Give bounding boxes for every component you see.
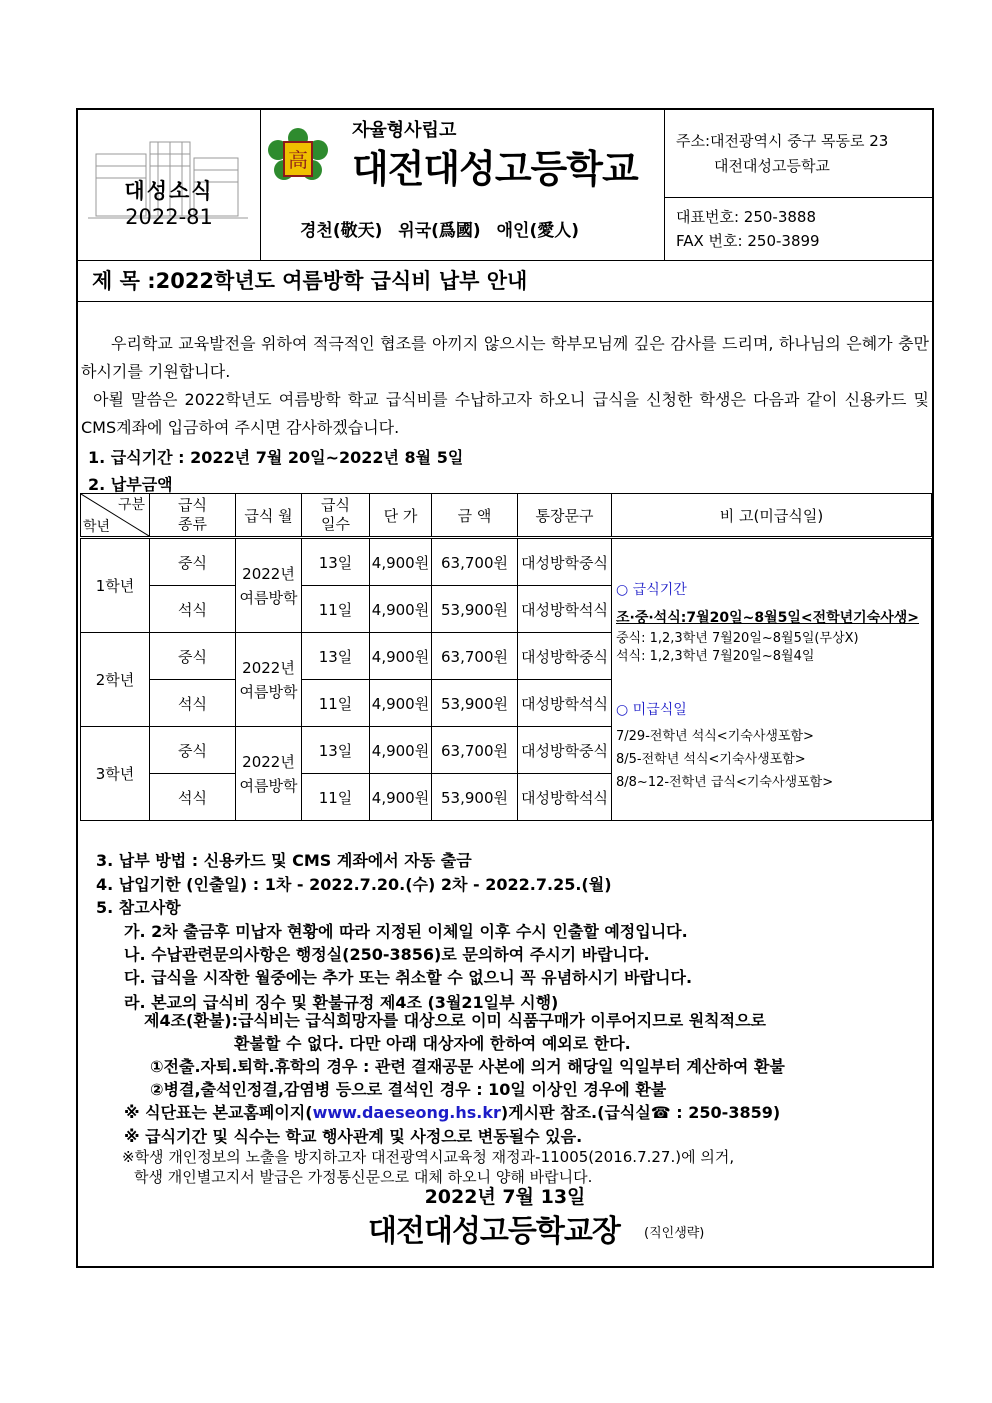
divider xyxy=(664,197,932,198)
remark-nomeal-line2: 8/5-전학년 석식<기숙사생포함> xyxy=(616,752,806,767)
header-remarks: 비 고(미급식일) xyxy=(612,494,932,538)
phone: 대표번호: 250-3888 xyxy=(676,208,816,226)
remark-period-line1: 조·중·석식:7월20일~8월5일<전학년기숙사생> xyxy=(616,610,919,626)
note-privacy-line2: 학생 개인별고지서 발급은 가정통신문으로 대체 하오니 양해 바랍니다. xyxy=(134,1168,593,1186)
amount-cell: 63,700원 xyxy=(432,727,518,774)
meal-days-cell: 13일 xyxy=(302,538,370,586)
note-item-da: 다. 급식을 시작한 월중에는 추가 또는 취소할 수 없으니 꼭 유념하시기 바랍니다. xyxy=(124,968,693,987)
amount-cell: 63,700원 xyxy=(432,538,518,586)
header-unit-price: 단 가 xyxy=(370,494,432,538)
meal-month-cell: 2022년 여름방학 xyxy=(236,633,302,727)
section-meal-period: 1. 급식기간 : 2022년 7월 20일~2022년 8월 5일 xyxy=(88,448,464,467)
amount-cell: 53,900원 xyxy=(432,774,518,821)
remark-nomeal-line1: 7/29-전학년 석식<기숙사생포함> xyxy=(616,729,814,744)
newsletter-box xyxy=(78,110,261,260)
unit-price-cell: 4,900원 xyxy=(370,774,432,821)
note-schedule-change: ※ 급식기간 및 식수는 학교 행사관계 및 사정으로 변동될수 있음. xyxy=(124,1127,583,1146)
bank-memo-cell: 대성방학석식 xyxy=(518,680,612,727)
address-line2: 대전대성고등학교 xyxy=(714,157,830,175)
note-payment-deadline: 4. 납입기한 (인출일) : 1차 - 2022.7.20.(수) 2차 - 2022.7.25.(월) xyxy=(96,875,612,894)
contact-box xyxy=(664,110,932,260)
address-line1: 주소:대전광역시 중구 목동로 23 xyxy=(676,132,889,150)
grade-cell: 3학년 xyxy=(81,727,150,821)
seal-omitted-note: (직인생략) xyxy=(644,1226,705,1241)
meal-type-cell: 중식 xyxy=(150,538,236,586)
note-reference-title: 5. 참고사항 xyxy=(96,898,181,917)
note-item-na: 나. 수납관련문의사항은 행정실(250-3856)로 문의하여 주시기 바랍니다. xyxy=(124,945,650,964)
corner-bottom-label: 학년 xyxy=(83,519,111,535)
unit-price-cell: 4,900원 xyxy=(370,586,432,633)
header-meal-month: 급식 월 xyxy=(236,494,302,538)
header xyxy=(78,110,932,261)
amount-cell: 63,700원 xyxy=(432,633,518,680)
unit-price-cell: 4,900원 xyxy=(370,680,432,727)
intro-paragraph-1: 우리학교 교육발전을 위하여 적극적인 협조를 아끼지 않으시는 학부모님께 깊은 감사를 드리며, 하나님의 은혜가 충만하시기를 기원합니다. xyxy=(81,334,929,381)
school-motto: 경천(敬天) 위국(爲國) 애인(愛人) xyxy=(300,221,579,241)
note-item-ga: 가. 2차 출금후 미납자 현황에 따라 지정된 이체일 이후 수시 인출할 예정입니다. xyxy=(124,922,688,941)
meal-type-cell: 중식 xyxy=(150,633,236,680)
meal-month-cell: 2022년 여름방학 xyxy=(236,538,302,633)
note-menu-prefix: ※ 식단표는 본교홈페이지( xyxy=(124,1103,313,1122)
meal-type-cell: 석식 xyxy=(150,586,236,633)
remark-period-line2: 중식: 1,2,3학년 7월20일~8월5일(무상X) xyxy=(616,631,859,646)
unit-price-cell: 4,900원 xyxy=(370,727,432,774)
amount-cell: 53,900원 xyxy=(432,586,518,633)
note-item-ra: 라. 본교의 급식비 징수 및 환불규정 제4조 (3월21일부 시행) xyxy=(124,993,559,1012)
note-menu-suffix: )게시판 참조.(급식실☎ : 250-3859) xyxy=(500,1103,781,1122)
note-refund-case2: ②병결,출석인정결,감염병 등으로 결석인 경우 : 10일 이상인 경우에 환불 xyxy=(150,1080,667,1099)
grade-cell: 1학년 xyxy=(81,538,150,633)
corner-header xyxy=(81,494,150,538)
meal-days-cell: 13일 xyxy=(302,727,370,774)
note-menu xyxy=(124,1100,780,1123)
meal-type-cell: 중식 xyxy=(150,727,236,774)
remarks-cell xyxy=(612,538,932,821)
meal-month-cell: 2022년 여름방학 xyxy=(236,727,302,821)
table-row xyxy=(81,538,932,586)
fax: FAX 번호: 250-3899 xyxy=(676,232,820,250)
remark-nomeal-title: ○ 미급식일 xyxy=(616,702,687,718)
school-type: 자율형사립고 xyxy=(352,120,457,141)
note-article4-line1: 제4조(환불):급식비는 급식희망자를 대상으로 이미 식품구매가 이루어지므로 원칙적으로 xyxy=(144,1011,766,1030)
remark-nomeal-line3: 8/8~12-전학년 급식<기숙사생포함> xyxy=(616,775,834,790)
svg-text:高: 高 xyxy=(288,148,308,172)
header-meal-type: 급식 종류 xyxy=(150,494,236,538)
document-frame xyxy=(76,108,934,1268)
unit-price-cell: 4,900원 xyxy=(370,633,432,680)
remark-period-line3: 석식: 1,2,3학년 7월20일~8월4일 xyxy=(616,649,815,664)
note-article4-line2: 환불할 수 없다. 다만 아래 대상자에 한하여 예외로 한다. xyxy=(234,1034,631,1053)
header-meal-days: 급식 일수 xyxy=(302,494,370,538)
school-name: 대전대성고등학교 xyxy=(352,147,638,191)
principal-signature: 대전대성고등학교장 xyxy=(368,1214,620,1249)
meal-days-cell: 13일 xyxy=(302,633,370,680)
school-emblem-logo xyxy=(264,126,332,188)
note-payment-method: 3. 납부 방법 : 신용카드 및 CMS 계좌에서 자동 출금 xyxy=(96,851,472,870)
corner-top-label: 구분 xyxy=(117,497,145,513)
meal-days-cell: 11일 xyxy=(302,680,370,727)
school-identity xyxy=(260,110,665,260)
homepage-link[interactable]: www.daeseong.hs.kr xyxy=(312,1103,501,1122)
meal-type-cell: 석식 xyxy=(150,774,236,821)
note-refund-case1: ①전출.자퇴.퇴학.휴학의 경우 : 관련 결재공문 사본에 의거 해당일 익일부터 계산하여 환불 xyxy=(150,1057,785,1076)
meal-type-cell: 석식 xyxy=(150,680,236,727)
fee-table xyxy=(80,493,932,821)
bank-memo-cell: 대성방학중식 xyxy=(518,633,612,680)
meal-days-cell: 11일 xyxy=(302,774,370,821)
note-privacy-line1: ※학생 개인정보의 노출을 방지하고자 대전광역시교육청 재정과-11005(2016.7.27.)에 의거, xyxy=(122,1148,735,1166)
grade-cell: 2학년 xyxy=(81,633,150,727)
issue-date: 2022년 7월 13일 xyxy=(424,1186,586,1208)
bank-memo-cell: 대성방학중식 xyxy=(518,727,612,774)
unit-price-cell: 4,900원 xyxy=(370,538,432,586)
subject-title: 제 목 :2022학년도 여름방학 급식비 납부 안내 xyxy=(78,260,932,302)
bank-memo-cell: 대성방학석식 xyxy=(518,774,612,821)
amount-cell: 53,900원 xyxy=(432,680,518,727)
bank-memo-cell: 대성방학석식 xyxy=(518,586,612,633)
newsletter-title: 대성소식 xyxy=(124,179,214,203)
table-header-row xyxy=(81,494,932,538)
header-amount: 금 액 xyxy=(432,494,518,538)
intro-paragraph-2: 아뢸 말씀은 2022학년도 여름방학 학교 급식비를 수납하고자 하오니 급식을 신청한 학생은 다음과 같이 신용카드 및 CMS계좌에 입금하여 주시면 감사하겠습니다. xyxy=(81,390,929,437)
remark-period-title: ○ 급식기간 xyxy=(616,582,687,598)
header-bank-memo: 통장문구 xyxy=(518,494,612,538)
meal-days-cell: 11일 xyxy=(302,586,370,633)
bank-memo-cell: 대성방학중식 xyxy=(518,538,612,586)
section-payment-amount: 2. 납부금액 xyxy=(88,475,173,494)
newsletter-number: 2022-81 xyxy=(125,205,213,229)
